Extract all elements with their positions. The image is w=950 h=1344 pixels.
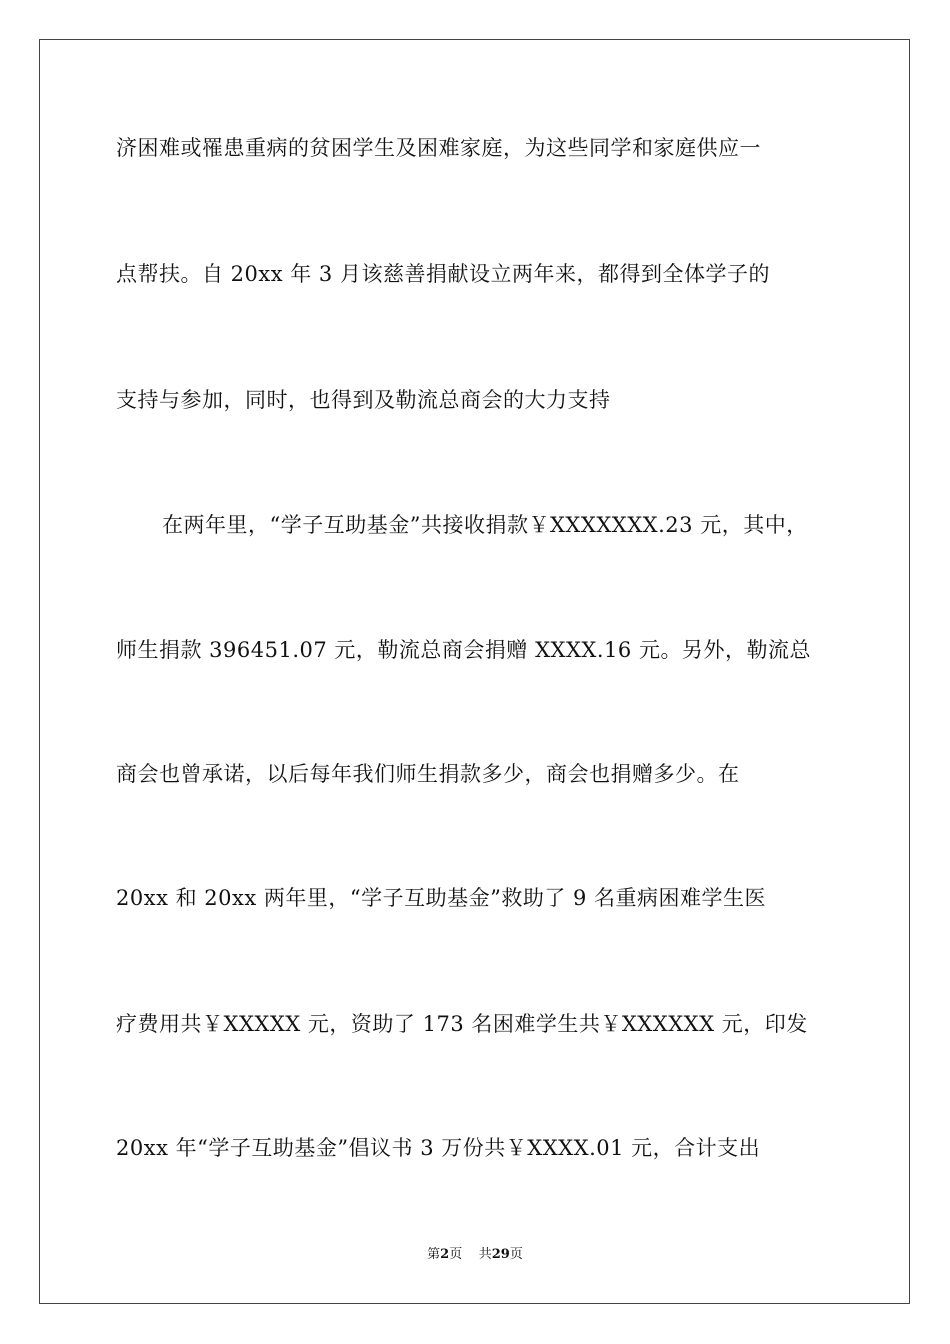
page-prefix: 第 <box>427 1247 441 1262</box>
page-suffix: 页 <box>449 1247 463 1262</box>
body-line-2: 点帮扶。自 20xx 年 3 月该慈善捐献设立两年来，都得到全体学子的 <box>116 262 770 286</box>
total-prefix: 共 <box>478 1247 492 1262</box>
body-line-9: 20xx 年“学子互助基金”倡议书 3 万份共￥XXXX.01 元，合计支出 <box>116 1136 761 1160</box>
body-line-4: 在两年里，“学子互助基金”共接收捐款￥XXXXXXX.23 元，其中， <box>162 513 808 537</box>
body-line-7: 20xx 和 20xx 两年里，“学子互助基金”救助了 9 名重病困难学生医 <box>116 886 767 910</box>
body-line-8: 疗费用共￥XXXXX 元，资助了 173 名困难学生共￥XXXXXX 元，印发 <box>116 1012 808 1036</box>
current-page-number: 2 <box>440 1247 450 1262</box>
body-line-3: 支持与参加，同时，也得到及勒流总商会的大力支持 <box>116 388 611 412</box>
page-footer <box>0 1246 950 1264</box>
total-pages-number: 29 <box>491 1247 510 1262</box>
body-line-1: 济困难或罹患重病的贫困学生及困难家庭，为这些同学和家庭供应一 <box>116 136 761 160</box>
page-border <box>39 39 910 1304</box>
total-suffix: 页 <box>509 1247 523 1262</box>
body-line-6: 商会也曾承诺，以后每年我们师生捐款多少，商会也捐赠多少。在 <box>116 762 740 786</box>
body-line-5: 师生捐款 396451.07 元，勒流总商会捐赠 XXXX.16 元。另外，勒流总 <box>116 638 811 662</box>
